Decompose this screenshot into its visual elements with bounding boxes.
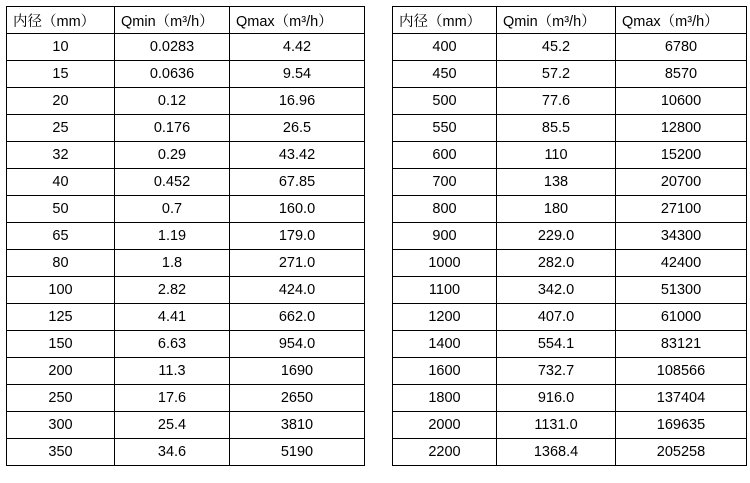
table-row	[7, 88, 365, 115]
cell-qmax: 12800	[616, 115, 747, 142]
cell-qmax: 15200	[616, 142, 747, 169]
cell-qmax: 83121	[616, 331, 747, 358]
cell-qmax: 3810	[230, 412, 365, 439]
cell-inner-diameter: 15	[7, 61, 115, 88]
cell-inner-diameter: 350	[7, 439, 115, 466]
table-row	[7, 439, 365, 466]
cell-qmin: 57.2	[497, 61, 616, 88]
cell-inner-diameter: 250	[7, 385, 115, 412]
cell-qmin: 0.7	[115, 196, 230, 223]
cell-qmin: 110	[497, 142, 616, 169]
table-row	[393, 142, 747, 169]
table-row	[393, 34, 747, 61]
cell-qmin: 1.19	[115, 223, 230, 250]
cell-qmax: 1690	[230, 358, 365, 385]
cell-inner-diameter: 2000	[393, 412, 497, 439]
cell-qmax: 6780	[616, 34, 747, 61]
cell-qmax: 51300	[616, 277, 747, 304]
cell-qmax: 34300	[616, 223, 747, 250]
cell-qmin: 85.5	[497, 115, 616, 142]
cell-inner-diameter: 65	[7, 223, 115, 250]
cell-qmin: 17.6	[115, 385, 230, 412]
cell-qmax: 8570	[616, 61, 747, 88]
table-row	[7, 61, 365, 88]
cell-qmin: 732.7	[497, 358, 616, 385]
table-row	[7, 223, 365, 250]
cell-inner-diameter: 80	[7, 250, 115, 277]
cell-inner-diameter: 700	[393, 169, 497, 196]
table-row	[393, 250, 747, 277]
cell-inner-diameter: 900	[393, 223, 497, 250]
cell-qmax: 137404	[616, 385, 747, 412]
column-header-inner-diameter: 内径（mm）	[7, 7, 115, 34]
column-header-qmax: Qmax（m³/h）	[230, 7, 365, 34]
cell-qmin: 1131.0	[497, 412, 616, 439]
table-row	[393, 223, 747, 250]
column-header-inner-diameter: 内径（mm）	[393, 7, 497, 34]
cell-qmin: 4.41	[115, 304, 230, 331]
cell-qmax: 179.0	[230, 223, 365, 250]
cell-qmax: 20700	[616, 169, 747, 196]
table-row	[7, 385, 365, 412]
cell-qmax: 67.85	[230, 169, 365, 196]
cell-inner-diameter: 550	[393, 115, 497, 142]
table-row	[393, 88, 747, 115]
cell-inner-diameter: 40	[7, 169, 115, 196]
cell-qmin: 11.3	[115, 358, 230, 385]
table-row	[7, 277, 365, 304]
cell-qmax: 5190	[230, 439, 365, 466]
cell-inner-diameter: 600	[393, 142, 497, 169]
cell-inner-diameter: 1800	[393, 385, 497, 412]
cell-qmax: 662.0	[230, 304, 365, 331]
cell-inner-diameter: 1600	[393, 358, 497, 385]
cell-qmax: 271.0	[230, 250, 365, 277]
cell-qmax: 42400	[616, 250, 747, 277]
table-row	[393, 331, 747, 358]
cell-inner-diameter: 32	[7, 142, 115, 169]
small-diameter-flow-table	[6, 6, 365, 466]
cell-qmax: 424.0	[230, 277, 365, 304]
table-row	[7, 304, 365, 331]
cell-qmin: 0.452	[115, 169, 230, 196]
table-row	[393, 385, 747, 412]
cell-inner-diameter: 200	[7, 358, 115, 385]
cell-qmax: 2650	[230, 385, 365, 412]
cell-inner-diameter: 150	[7, 331, 115, 358]
table-row	[393, 304, 747, 331]
table-row	[393, 115, 747, 142]
cell-inner-diameter: 300	[7, 412, 115, 439]
cell-qmax: 10600	[616, 88, 747, 115]
cell-qmin: 77.6	[497, 88, 616, 115]
cell-qmax: 16.96	[230, 88, 365, 115]
table-row	[393, 196, 747, 223]
cell-qmin: 6.63	[115, 331, 230, 358]
cell-inner-diameter: 800	[393, 196, 497, 223]
cell-qmax: 27100	[616, 196, 747, 223]
table-row	[393, 358, 747, 385]
column-header-qmin: Qmin（m³/h）	[497, 7, 616, 34]
cell-inner-diameter: 500	[393, 88, 497, 115]
cell-inner-diameter: 1000	[393, 250, 497, 277]
table-row	[7, 142, 365, 169]
cell-qmax: 160.0	[230, 196, 365, 223]
table-row	[7, 34, 365, 61]
cell-inner-diameter: 125	[7, 304, 115, 331]
cell-qmax: 43.42	[230, 142, 365, 169]
cell-qmin: 916.0	[497, 385, 616, 412]
table-row	[7, 250, 365, 277]
cell-qmin: 2.82	[115, 277, 230, 304]
table-row	[7, 331, 365, 358]
cell-inner-diameter: 50	[7, 196, 115, 223]
cell-qmin: 138	[497, 169, 616, 196]
cell-qmin: 229.0	[497, 223, 616, 250]
cell-qmin: 0.176	[115, 115, 230, 142]
cell-inner-diameter: 400	[393, 34, 497, 61]
cell-inner-diameter: 1100	[393, 277, 497, 304]
cell-qmin: 554.1	[497, 331, 616, 358]
table-row	[393, 169, 747, 196]
cell-qmin: 1.8	[115, 250, 230, 277]
table-row	[393, 277, 747, 304]
cell-inner-diameter: 450	[393, 61, 497, 88]
table-row	[7, 169, 365, 196]
table-row	[393, 412, 747, 439]
column-header-qmin: Qmin（m³/h）	[115, 7, 230, 34]
cell-inner-diameter: 10	[7, 34, 115, 61]
cell-qmin: 0.0636	[115, 61, 230, 88]
column-header-qmax: Qmax（m³/h）	[616, 7, 747, 34]
table-body	[393, 34, 747, 466]
cell-qmax: 108566	[616, 358, 747, 385]
table-row	[393, 61, 747, 88]
cell-qmin: 407.0	[497, 304, 616, 331]
cell-qmax: 26.5	[230, 115, 365, 142]
cell-qmin: 180	[497, 196, 616, 223]
cell-qmax: 61000	[616, 304, 747, 331]
table-row	[7, 196, 365, 223]
table-row	[393, 439, 747, 466]
cell-qmax: 954.0	[230, 331, 365, 358]
table-row	[7, 412, 365, 439]
cell-qmin: 342.0	[497, 277, 616, 304]
cell-qmin: 0.12	[115, 88, 230, 115]
cell-inner-diameter: 100	[7, 277, 115, 304]
cell-inner-diameter: 25	[7, 115, 115, 142]
cell-inner-diameter: 1400	[393, 331, 497, 358]
cell-qmin: 0.29	[115, 142, 230, 169]
cell-qmax: 9.54	[230, 61, 365, 88]
cell-qmax: 169635	[616, 412, 747, 439]
table-header-row	[393, 7, 747, 34]
cell-inner-diameter: 1200	[393, 304, 497, 331]
cell-inner-diameter: 20	[7, 88, 115, 115]
cell-qmin: 45.2	[497, 34, 616, 61]
cell-qmin: 282.0	[497, 250, 616, 277]
table-row	[7, 115, 365, 142]
table-body	[7, 34, 365, 466]
large-diameter-flow-table	[392, 6, 747, 466]
cell-qmin: 34.6	[115, 439, 230, 466]
cell-inner-diameter: 2200	[393, 439, 497, 466]
cell-qmax: 205258	[616, 439, 747, 466]
cell-qmin: 0.0283	[115, 34, 230, 61]
table-header-row	[7, 7, 365, 34]
cell-qmin: 1368.4	[497, 439, 616, 466]
table-row	[7, 358, 365, 385]
cell-qmax: 4.42	[230, 34, 365, 61]
cell-qmin: 25.4	[115, 412, 230, 439]
